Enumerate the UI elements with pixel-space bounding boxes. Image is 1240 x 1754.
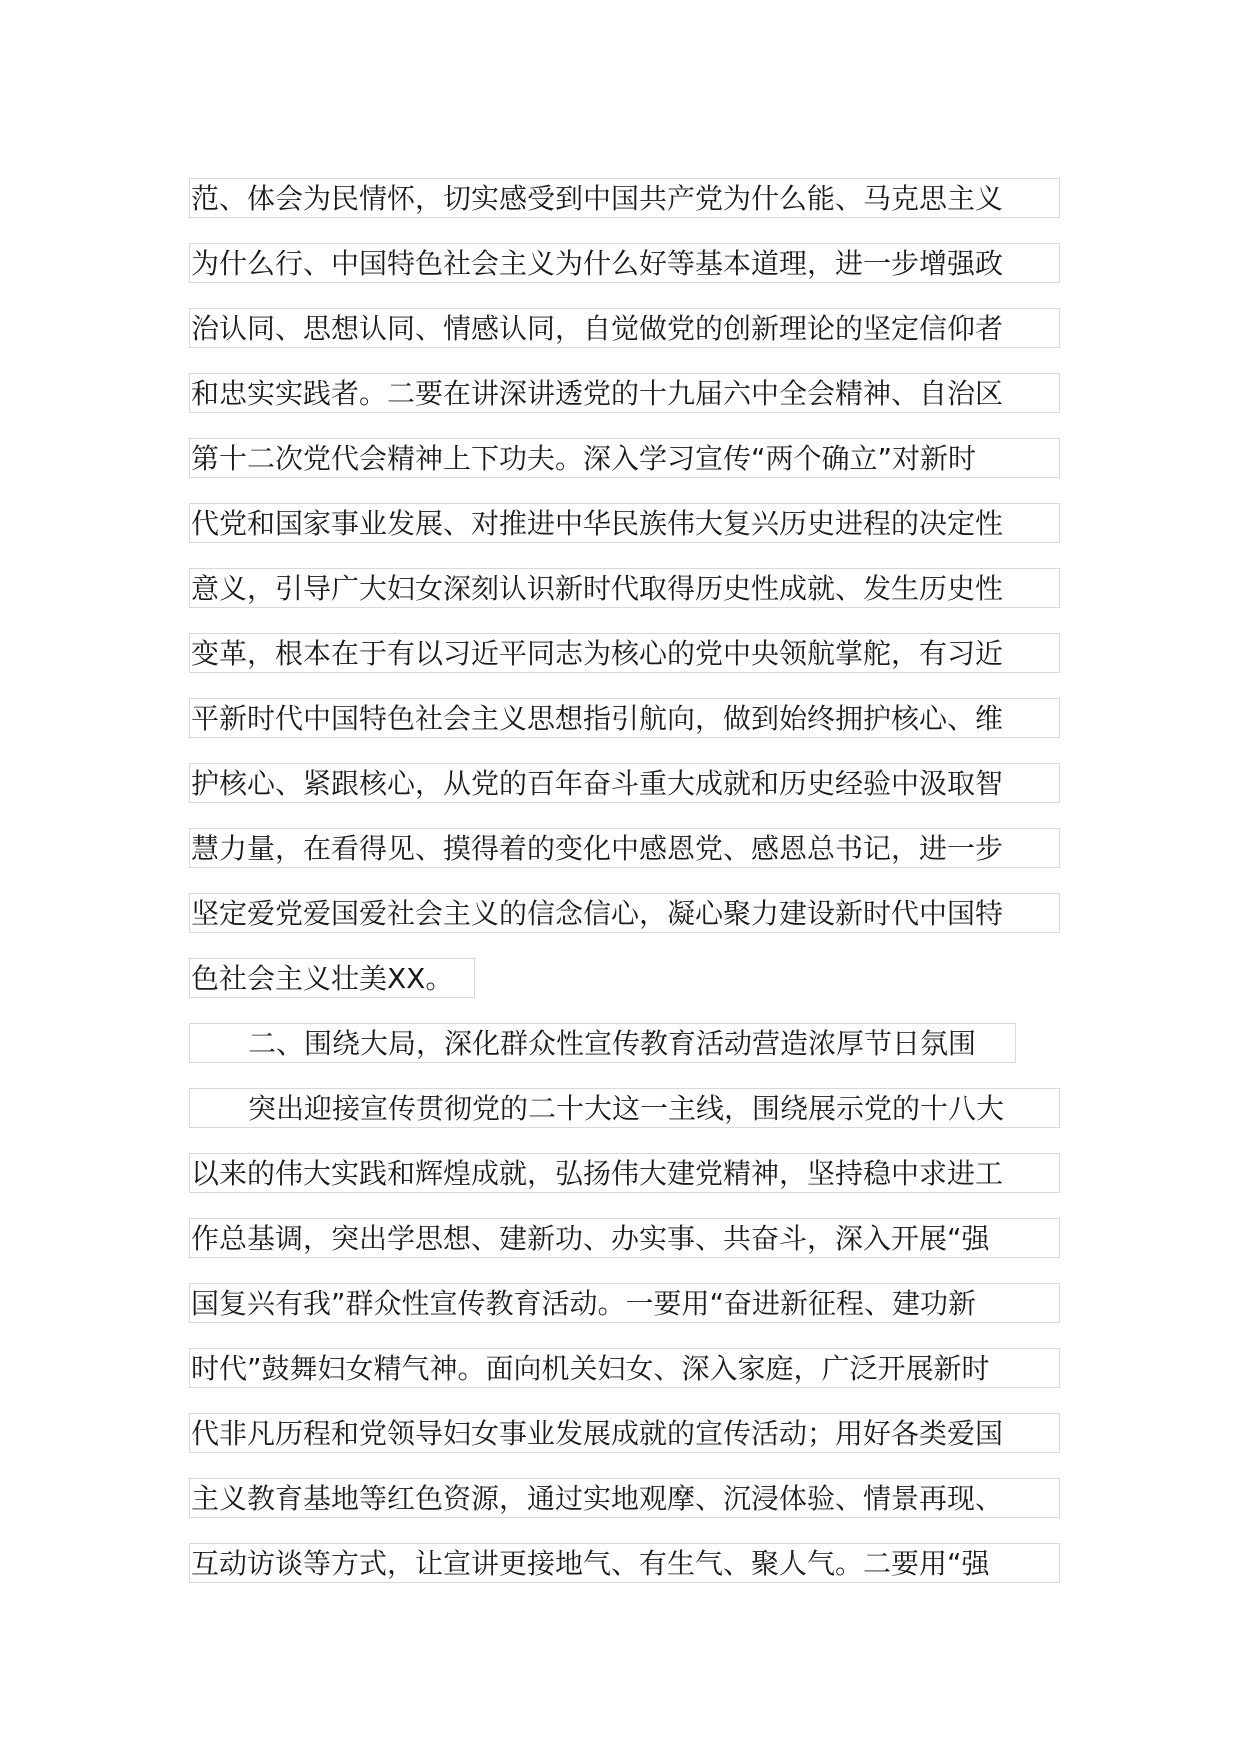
text-line: 慧力量，在看得见、摸得着的变化中感恩党、感恩总书记，进一步 (189, 828, 1060, 868)
text-line: 第十二次党代会精神上下功夫。深入学习宣传“两个确立”对新时 (189, 438, 1060, 478)
text-line: 突出迎接宣传贯彻党的二十大这一主线，围绕展示党的十八大 (189, 1088, 1060, 1128)
text-line: 护核心、紧跟核心，从党的百年奋斗重大成就和历史经验中汲取智 (189, 763, 1060, 803)
text-line: 互动访谈等方式，让宣讲更接地气、有生气、聚人气。二要用“强 (189, 1543, 1060, 1583)
text-line: 意义，引导广大妇女深刻认识新时代取得历史性成就、发生历史性 (189, 568, 1060, 608)
text-line: 时代”鼓舞妇女精气神。面向机关妇女、深入家庭，广泛开展新时 (189, 1348, 1060, 1388)
text-line: 范、体会为民情怀，切实感受到中国共产党为什么能、马克思主义 (189, 178, 1060, 218)
section-heading: 二、围绕大局，深化群众性宣传教育活动营造浓厚节日氛围 (189, 1023, 1016, 1063)
text-line: 坚定爱党爱国爱社会主义的信念信心，凝心聚力建设新时代中国特 (189, 893, 1060, 933)
text-line: 平新时代中国特色社会主义思想指引航向，做到始终拥护核心、维 (189, 698, 1060, 738)
text-line: 主义教育基地等红色资源，通过实地观摩、沉浸体验、情景再现、 (189, 1478, 1060, 1518)
text-line: 变革，根本在于有以习近平同志为核心的党中央领航掌舵，有习近 (189, 633, 1060, 673)
text-line: 和忠实实践者。二要在讲深讲透党的十九届六中全会精神、自治区 (189, 373, 1060, 413)
text-line: 代非凡历程和党领导妇女事业发展成就的宣传活动；用好各类爱国 (189, 1413, 1060, 1453)
text-line: 作总基调，突出学思想、建新功、办实事、共奋斗，深入开展“强 (189, 1218, 1060, 1258)
text-line: 色社会主义壮美XX。 (189, 958, 475, 998)
text-line: 以来的伟大实践和辉煌成就，弘扬伟大建党精神，坚持稳中求进工 (189, 1153, 1060, 1193)
text-line: 国复兴有我”群众性宣传教育活动。一要用“奋进新征程、建功新 (189, 1283, 1060, 1323)
text-line: 为什么行、中国特色社会主义为什么好等基本道理，进一步增强政 (189, 243, 1060, 283)
text-line: 代党和国家事业发展、对推进中华民族伟大复兴历史进程的决定性 (189, 503, 1060, 543)
text-line: 治认同、思想认同、情感认同，自觉做党的创新理论的坚定信仰者 (189, 308, 1060, 348)
